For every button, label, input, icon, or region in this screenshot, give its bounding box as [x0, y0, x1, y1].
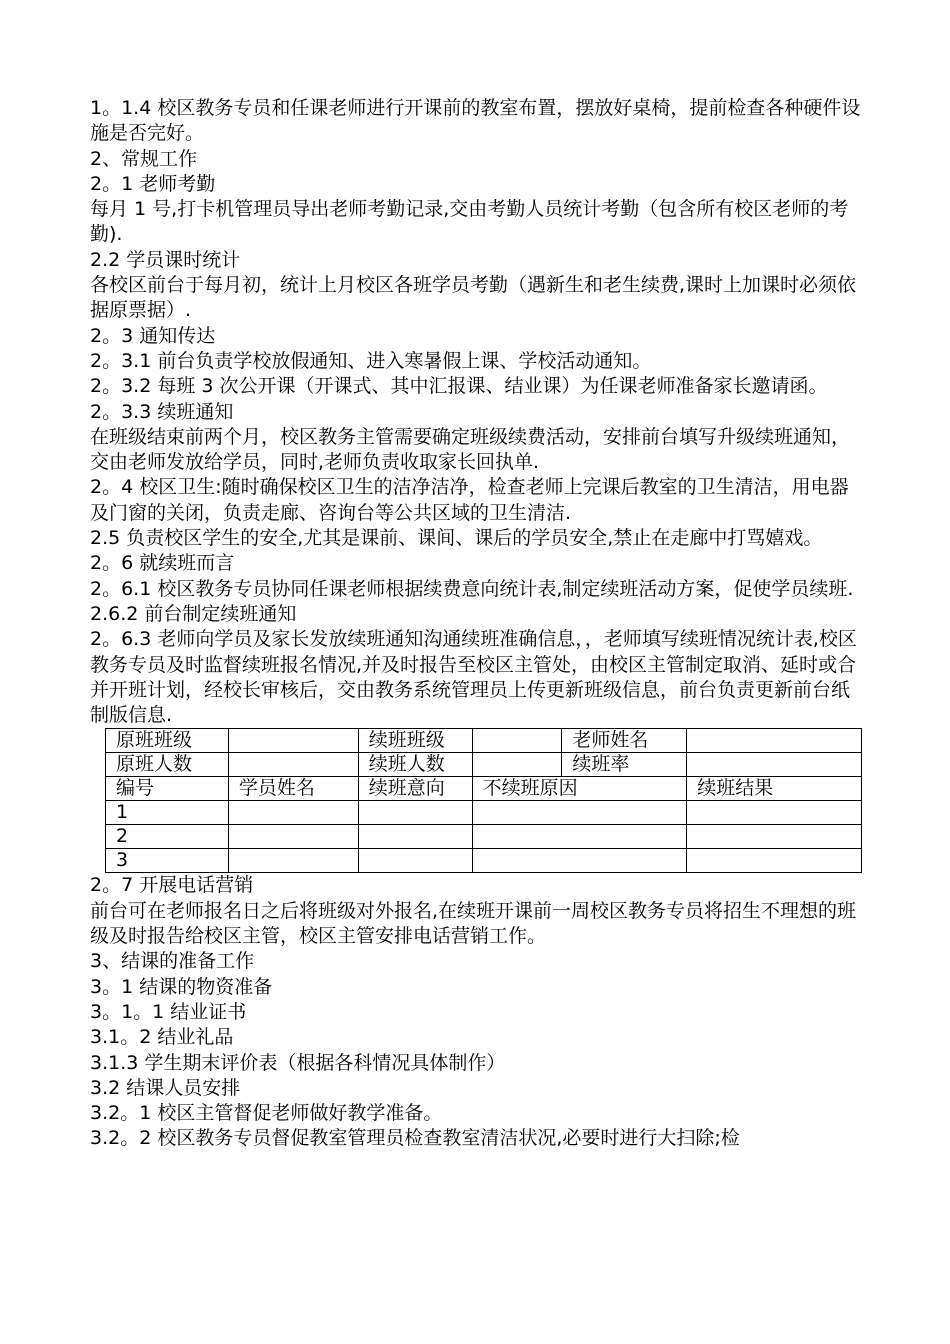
- list-item: 3.1。2 结业礼品: [90, 1026, 234, 1049]
- table-cell: [472, 849, 687, 873]
- heading: 2、常规工作: [90, 147, 198, 170]
- table-cell: [687, 801, 862, 825]
- table-cell: [358, 801, 472, 825]
- table-cell: [472, 825, 687, 849]
- renewal-statistics-table: [105, 728, 862, 873]
- paragraph: 在班级结束前两个月，校区教务主管需要确定班级续费活动，安排前台填写升级续班通知，交由老师发放给学员，同时,老师负责收取家长回执单.: [90, 425, 851, 474]
- table-cell: [687, 825, 862, 849]
- table-cell: 续班率: [562, 753, 687, 777]
- paragraph: 1。1.4 校区教务专员和任课老师进行开课前的教室布置，摆放好桌椅，提前检查各种硬件设施是否完好。: [90, 97, 861, 145]
- table-row: [106, 729, 862, 753]
- heading: 2.2 学员课时统计: [90, 248, 241, 271]
- paragraph: 2。3.1 前台负责学校放假通知、进入寒暑假上课、学校活动通知。: [90, 349, 652, 372]
- column-header: 续班结果: [687, 777, 862, 801]
- paragraph: 2.5 负责校区学生的安全,尤其是课前、课间、课后的学员安全,禁止在走廊中打骂嬉戏。: [90, 527, 823, 550]
- table-cell: 原班班级: [106, 729, 229, 753]
- table-cell: 原班人数: [106, 753, 229, 777]
- table-cell: [472, 801, 687, 825]
- list-item: 3。1。1 结业证书: [90, 1000, 247, 1023]
- table-cell: [228, 801, 358, 825]
- table-cell: [228, 753, 358, 777]
- table-cell: [228, 849, 358, 873]
- column-header: 编号: [106, 777, 229, 801]
- table-cell: [358, 849, 472, 873]
- paragraph: 2。3.2 每班 3 次公开课（开课式、其中汇报课、结业课）为任课老师准备家长邀请函。: [90, 375, 828, 398]
- table-cell: [472, 753, 562, 777]
- table-cell: [687, 729, 862, 753]
- paragraph: 前台可在老师报名日之后将班级对外报名,在续班开课前一周校区教务专员将招生不理想的班级及时报告给校区主管，校区主管安排电话营销工作。: [90, 899, 857, 948]
- table-row: [106, 753, 862, 777]
- table-row: [106, 825, 862, 849]
- paragraphs-bottom: [90, 873, 862, 1151]
- table-header-row: [106, 777, 862, 801]
- table-cell: 3: [106, 849, 229, 873]
- table-cell: 续班班级: [358, 729, 472, 753]
- list-item: 3.1.3 学生期末评价表（根据各科情况具体制作）: [90, 1051, 506, 1074]
- table-row: [106, 801, 862, 825]
- document-body: [90, 96, 862, 1152]
- table-cell: [358, 825, 472, 849]
- table-cell: [228, 825, 358, 849]
- table-cell: 1: [106, 801, 229, 825]
- paragraph: 各校区前台于每月初，统计上月校区各班学员考勤（遇新生和老生续费,课时上加课时必须依据原票据）.: [90, 274, 857, 322]
- paragraph: 每月 1 号,打卡机管理员导出老师考勤记录,交由考勤人员统计考勤（包含所有校区老师的考勤).: [90, 198, 849, 246]
- heading: 3.2 结课人员安排: [90, 1076, 241, 1099]
- paragraph: 2。6.1 校区教务专员协同任课老师根据续费意向统计表,制定续班活动方案，促使学员续班.: [90, 577, 854, 600]
- heading: 2。1 老师考勤: [90, 172, 216, 195]
- table-cell: [687, 753, 862, 777]
- heading: 2。6 就续班而言: [90, 552, 235, 575]
- paragraphs-top: [90, 96, 862, 728]
- heading: 2。7 开展电话营销: [90, 874, 254, 897]
- table-cell: [228, 729, 358, 753]
- column-header: 不续班原因: [472, 777, 687, 801]
- table-row: [106, 849, 862, 873]
- paragraph: 2。6.3 老师向学员及家长发放续班通知沟通续班准确信息，，老师填写续班情况统计表,校区教务专员及时监督续班报名情况,并及时报告至校区主管处，由校区主管制定取消、延时或合并开班计划，经校长审核后，交由教务系统管理员上传更新班级信息，前台负责更新前台纸制版信息.: [90, 628, 857, 727]
- column-header: 续班意向: [358, 777, 472, 801]
- paragraph: 3.2。2 校区教务专员督促教室管理员检查教室清洁状况,必要时进行大扫除;检: [90, 1127, 740, 1150]
- table-cell: 续班人数: [358, 753, 472, 777]
- heading: 3、结课的准备工作: [90, 950, 255, 973]
- table-cell: 老师姓名: [562, 729, 687, 753]
- heading: 2.6.2 前台制定续班通知: [90, 602, 297, 625]
- paragraph: 3.2。1 校区主管督促老师做好教学准备。: [90, 1102, 443, 1125]
- table-cell: [687, 849, 862, 873]
- paragraph: 2。4 校区卫生:随时确保校区卫生的洁净洁净，检查老师上完课后教室的卫生清洁，用电器及门窗的关闭，负责走廊、咨询台等公共区域的卫生清洁.: [90, 476, 849, 524]
- table-cell: [472, 729, 562, 753]
- heading: 2。3 通知传达: [90, 324, 216, 347]
- column-header: 学员姓名: [228, 777, 358, 801]
- table-cell: 2: [106, 825, 229, 849]
- heading: 2。3.3 续班通知: [90, 400, 234, 423]
- heading: 3。1 结课的物资准备: [90, 975, 273, 998]
